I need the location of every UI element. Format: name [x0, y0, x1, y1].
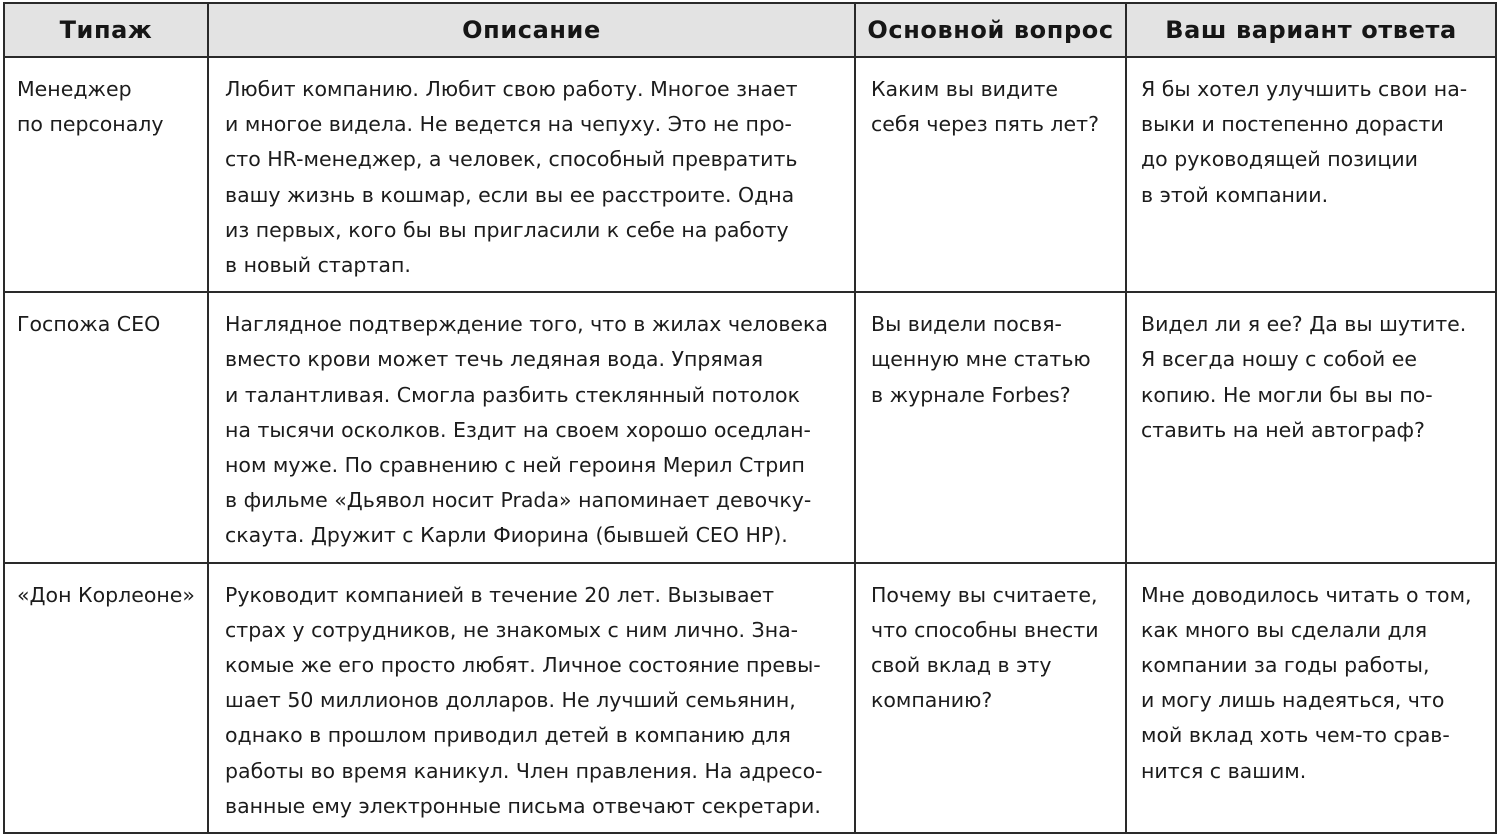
- description-cell: [208, 563, 855, 833]
- text-line: вместо крови может течь ледяная вода. Упрямая: [225, 347, 764, 372]
- text-line: Видел ли я ее? Да вы шутите.: [1141, 312, 1467, 337]
- text-line: в этой компании.: [1141, 182, 1329, 207]
- text-line: и талантливая. Смогла разбить стеклянный потолок: [225, 382, 800, 407]
- text-line: Руководит компанией в течение 20 лет. Вызывает: [225, 582, 775, 607]
- text-line: ставить на ней автограф?: [1141, 417, 1425, 442]
- text-line: шает 50 миллионов долларов. Не лучший семьянин,: [225, 688, 796, 713]
- text-line: компанию?: [871, 688, 993, 713]
- type-cell: [4, 57, 208, 292]
- header-question: Основной вопрос: [855, 3, 1126, 57]
- text-line: работы во время каникул. Член правления. На адресо-: [225, 758, 823, 783]
- text-line: Я бы хотел улучшить свои на-: [1141, 77, 1468, 101]
- text-line: комые же его просто любят. Личное состояние превы-: [225, 653, 821, 678]
- question-cell: [855, 57, 1126, 292]
- description-cell: [208, 292, 855, 562]
- text-line: Каким вы видите: [871, 77, 1059, 101]
- text-line: мой вклад хоть чем-то срав-: [1141, 723, 1450, 748]
- text-line: нится с вашим.: [1141, 758, 1307, 783]
- answer-cell: [1126, 563, 1496, 833]
- text-line: из первых, кого бы вы пригласили к себе на работу: [225, 217, 789, 242]
- text-line: как много вы сделали для: [1141, 617, 1428, 642]
- answer-cell: [1126, 292, 1496, 562]
- text-line: страх у сотрудников, не знакомых с ним лично. Зна-: [225, 617, 799, 642]
- text-line: и многое видела. Не ведется на чепуху. Это не про-: [225, 112, 792, 137]
- text-line: на тысячи осколков. Ездит на своем хорошо оседлан-: [225, 417, 811, 442]
- text-line: компании за годы работы,: [1141, 653, 1430, 678]
- text-line: вашу жизнь в кошмар, если вы ее расстроите. Одна: [225, 182, 795, 207]
- header-type: Типаж: [4, 3, 208, 57]
- text-line: Любит компанию. Любит свою работу. Многое знает: [225, 77, 798, 101]
- table-row: [4, 292, 1496, 562]
- text-line: Наглядное подтверждение того, что в жилах человека: [225, 312, 828, 337]
- text-line: в журнале Forbes?: [871, 382, 1071, 407]
- text-line: однако в прошлом приводил детей в компанию для: [225, 723, 791, 748]
- text-line: скаута. Дружит с Карли Фиорина (бывшей CEO HP).: [225, 523, 788, 548]
- type-cell: [4, 563, 208, 833]
- answer-cell: [1126, 57, 1496, 292]
- text-line: Я всегда ношу с собой ее: [1141, 347, 1417, 372]
- description-cell: [208, 57, 855, 292]
- header-description: Описание: [208, 3, 855, 57]
- text-line: что способны внести: [871, 617, 1099, 642]
- text-line: сто HR-менеджер, а человек, способный превратить: [225, 147, 798, 172]
- text-line: «Дон Корлеоне»: [17, 582, 195, 607]
- text-line: щенную мне статью: [871, 347, 1091, 372]
- question-cell: [855, 292, 1126, 562]
- text-line: себя через пять лет?: [871, 112, 1099, 137]
- text-line: ванные ему электронные письма отвечают секретари.: [225, 793, 821, 818]
- text-line: и могу лишь надеяться, что: [1141, 688, 1445, 713]
- text-line: в новый стартап.: [225, 253, 411, 278]
- text-line: ном муже. По сравнению с ней героиня Мерил Стрип: [225, 453, 805, 478]
- text-line: Почему вы считаете,: [871, 582, 1098, 607]
- question-cell: [855, 563, 1126, 833]
- text-line: Вы видели посвя-: [871, 312, 1062, 337]
- text-line: Менеджер: [17, 77, 132, 101]
- text-line: по персоналу: [17, 112, 164, 137]
- typology-table: [3, 2, 1497, 834]
- text-line: в фильме «Дьявол носит Prada» напоминает девочку-: [225, 488, 812, 513]
- text-line: Госпожа CEO: [17, 312, 161, 337]
- table-row: [4, 57, 1496, 292]
- header-row: [4, 3, 1496, 57]
- type-cell: [4, 292, 208, 562]
- text-line: выки и постепенно дорасти: [1141, 112, 1444, 137]
- text-line: свой вклад в эту: [871, 653, 1052, 678]
- text-line: Мне доводилось читать о том,: [1141, 582, 1472, 607]
- text-line: копию. Не могли бы вы по-: [1141, 382, 1433, 407]
- header-answer: Ваш вариант ответа: [1126, 3, 1496, 57]
- table-row: [4, 563, 1496, 833]
- text-line: до руководящей позиции: [1141, 147, 1418, 172]
